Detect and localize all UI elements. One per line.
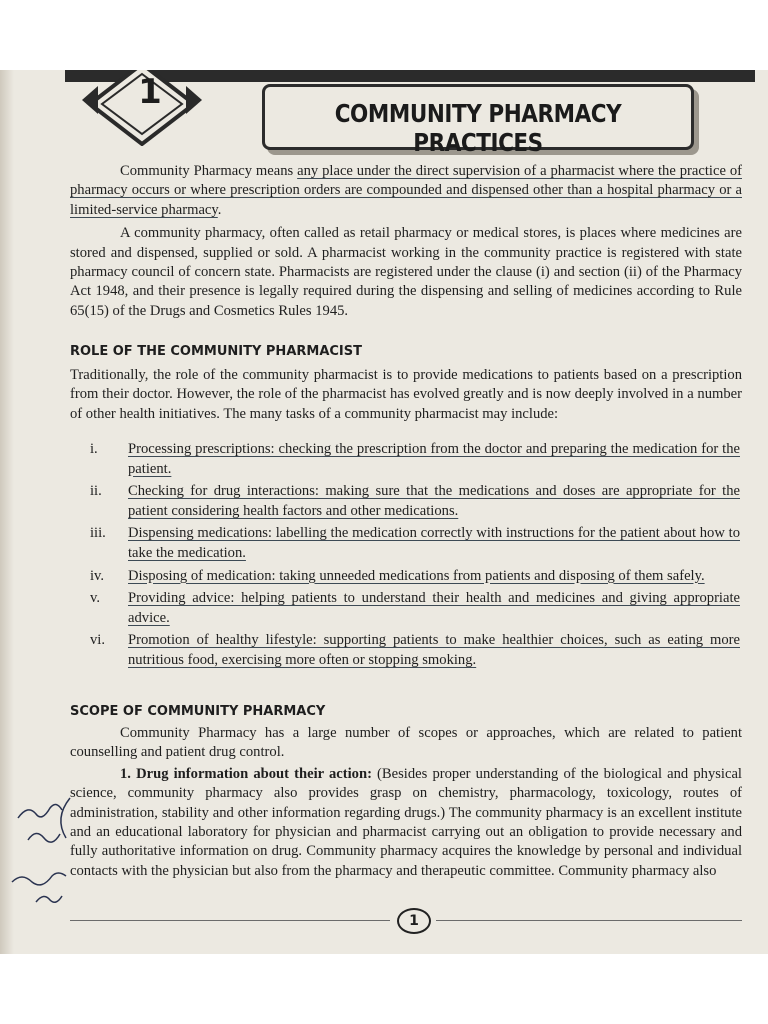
list-item: v. Providing advice: helping patients to understand their health and medicines and giving appropriate advice. (90, 590, 740, 626)
role-paragraph: Traditionally, the role of the community pharmacist is to provide medications to patients based on a prescription from their doctor. However, the role of the pharmacist has evolved greatly and is now deeply involved in a number of other health initiatives. The many tasks of a community pharmacist may include: (70, 367, 742, 422)
handwritten-margin-notes-icon (8, 790, 78, 910)
role-heading: ROLE OF THE COMMUNITY PHARMACIST (70, 344, 362, 359)
scope-heading: SCOPE OF COMMUNITY PHARMACY (70, 704, 326, 719)
list-item: vi. Promotion of healthy lifestyle: supporting patients to make healthier choices, such as eating more nutritious food, exercising more often or stopping smoking. (90, 632, 740, 668)
scope-point-1: 1. Drug information about their action: (Besides proper understanding of the biological and physical science, community pharmacy also provides grasp on chemistry, pharmacology, toxicology, routes of administration, stability and other information regarding drugs.) The community pharmacy is an excellent institute and an educational laboratory for physician and pharmacist carrying out an obligation to provide necessary and fully authoritative information on drug. Community pharmacy acquires the knowledge by personal and individual contacts with the physician but also from the pharmacy and therapeutic committee. Community pharmacy also (70, 765, 742, 879)
footer-rule-left (70, 920, 390, 921)
list-item: iii. Dispensing medications: labelling the medication correctly with instructions for the patient about how to take the medication. (90, 525, 740, 561)
intro-paragraph-2: A community pharmacy, often called as retail pharmacy or medical stores, is places where medicines are stored and dispensed, supplied or sold. A pharmacist working in the community practice is registered with state pharmacy council of concern state. Pharmacists are registered under the clause (i) and section (ii) of the Pharmacy Act 1948, and their presence is legally required during the dispensing and selling of medicines according to Rule 65(15) of the Drugs and Cosmetics Rules 1945. (70, 225, 742, 319)
chapter-title: COMMUNITY PHARMACY PRACTICES (334, 99, 622, 157)
list-item: i. Processing prescriptions: checking the prescription from the doctor and preparing the medication for the patient. (90, 441, 740, 477)
scope-section (70, 724, 742, 881)
footer-rule-right (436, 920, 742, 921)
scope-paragraph: Community Pharmacy has a large number of scopes or approaches, which are related to patient counselling and patient drug control. (70, 725, 742, 761)
list-item: iv. Disposing of medication: taking unneeded medications from patients and disposing of them safely. (90, 567, 705, 584)
chapter-number: 1 (138, 72, 162, 112)
intro-section (70, 162, 742, 321)
chapter-title-box (262, 84, 694, 157)
intro-paragraph-1: Community Pharmacy means any place under the direct supervision of a pharmacist where the practice of pharmacy occurs or where prescription orders are compounded and dispensed other than a hospital pharmacy or a limited-service pharmacy. (70, 163, 742, 218)
list-item: ii. Checking for drug interactions: making sure that the medications and doses are appropriate for the patient considering health factors and other medications. (90, 483, 740, 519)
role-task-list (90, 440, 740, 674)
page-number: 1 (397, 908, 431, 934)
book-page (0, 70, 768, 954)
